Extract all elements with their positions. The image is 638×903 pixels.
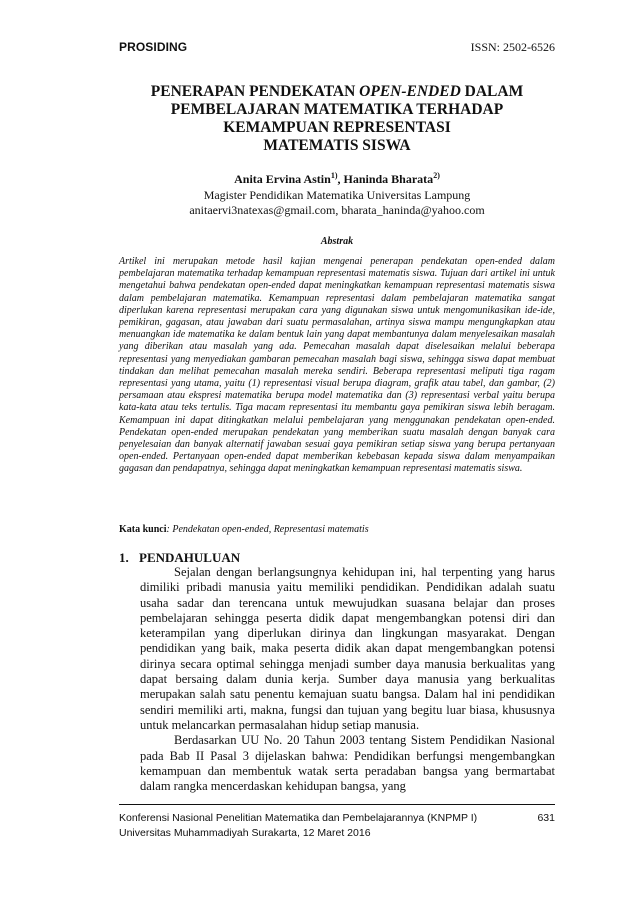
abstract-text: Artikel ini merupakan metode hasil kajian mengenai penerapan pendekatan open-ended dalam pembelajaran matematika terhadap kemampuan representasi matematis siswa. Tujuan dari artikel ini untuk mengetahui bahwa pendekatan open-ended dapat meningkatkan kemampuan representasi matematis siswa dalam pembelajaran matematika. Kemampuan representasi dalam pembelajaran matematika sangat diperlukan karena representasi merupakan cara yang digunakan siswa untuk mengomunikasikan ide-ide, pemikiran, gagasan, atau jawaban dari suatu permasalahan, artinya siswa mampu mengungkapkan atau menuangkan ide matematika ke dalam bentuk lain yang dapat membantunya dalam menyelesaikan masalah yang diberikan atau masalah yang ada. Pemecahan masalah dapat diselesaikan melalui beberapa representasi yang menyediakan gambaran pemecahan masalah bagi siswa, sehingga siswa dapat membuat tindakan dan melihat pemecahan masalah mereka sendiri. Beberapa representasi meliputi tiga ragam representasi yang utama, yaitu (1) representasi visual berupa diagram, grafik atau tabel, dan gambar, (2) persamaan atau ekspresi matematika berupa model matematika dan (3) representasi verbal yaitu berupa kata-kata atau teks tertulis. Tiga macam representasi itu membantu gaya pemikiran siswa lebih beragam. Kemampuan ini dapat ditingkatkan melalui pembelajaran yang menggunakan pendekatan open-ended. Pendekatan open-ended merupakan pendekatan yang memberikan suatu masalah dengan banyak cara penyelesaian dan banyak alternatif jawaban sesuai gaya pemikiran setiap siswa yang berupa pertanyaan open-ended. Pertanyaan open-ended dapat memberikan kebebasan kepada siswa dalam menyampaikan gagasan dan pendapatnya, sehingga dapat meningkatkan kemampuan representasi matematis siswa. bbox=[119, 256, 555, 475]
author-names: Anita Ervina Astin$^{1)}$, Haninda Bharata$^{2)}$ bbox=[234, 171, 440, 186]
section-body bbox=[140, 565, 555, 794]
author-block bbox=[119, 172, 555, 219]
keywords bbox=[119, 524, 555, 535]
title-open-ended: OPEN-ENDED bbox=[359, 83, 461, 100]
author-emails: anitaervi3natexas@gmail.com, bharata_haninda@yahoo.com bbox=[189, 203, 485, 217]
title-line-4: MATEMATIS SISWA bbox=[263, 137, 411, 154]
title-line-2: PEMBELAJARAN MATEMATIKA TERHADAP bbox=[170, 101, 504, 118]
section-heading: 1. PENDAHULUAN bbox=[119, 550, 241, 565]
footer-university: Universitas Muhammadiyah Surakarta, 12 Maret 2016 bbox=[119, 827, 371, 839]
paragraph-1: Sejalan dengan berlangsungnya kehidupan ini, hal terpenting yang harus dimiliki pribadi manusia yaitu memiliki pendidikan. Pendidikan adalah suatu usaha sadar dan terencana untuk mewujudkan suasana belajar dan proses pembelajaran sehingga peserta didik dapat mengembangkan potensi diri dan keterampilan yang diperlukan dirinya dan lingkungan masyarakat. Dengan pendidikan yang baik, maka peserta didik akan dapat mengembangkan potensi dirinya secara optimal sehingga menjadi sumber daya manusia berkualitas yang dapat bersaing dalam dunia kerja. Sumber daya manusia yang berkualitas merupakan salah satu penentu kemajuan suatu bangsa. Dalam hal ini pendidikan sendiri memiliki arti, makna, fungsi dan tujuan yang begitu luar biasa, khususnya untuk melancarkan permasalahan hidup setiap manusia. bbox=[140, 565, 555, 732]
keywords-label: Kata kunci bbox=[119, 524, 167, 535]
header-issn: ISSN: 2502-6526 bbox=[470, 40, 555, 54]
header-prosiding: PROSIDING bbox=[119, 40, 188, 54]
keywords-text: : Pendekatan open-ended, Representasi matematis bbox=[166, 524, 369, 535]
title-line-3: KEMAMPUAN REPRESENTASI bbox=[223, 119, 451, 136]
author-affiliation: Magister Pendidikan Matematika Universitas Lampung bbox=[203, 187, 471, 202]
footer-conference: Konferensi Nasional Penelitian Matematika dan Pembelajarannya (KNPMP I) bbox=[119, 812, 478, 824]
running-header bbox=[119, 40, 555, 58]
footer-divider bbox=[119, 804, 555, 805]
abstract-heading: Abstrak bbox=[320, 236, 354, 247]
page-number: 631 bbox=[537, 812, 555, 824]
paper-title bbox=[119, 83, 555, 155]
page-footer bbox=[119, 811, 555, 841]
title-line-1: PENERAPAN PENDEKATAN OPEN-ENDED DALAM bbox=[150, 83, 524, 100]
paragraph-2: Berdasarkan UU No. 20 Tahun 2003 tentang Sistem Pendidikan Nasional pada Bab II Pasal 3 dijelaskan bahwa: Pendidikan berfungsi mengembangkan kemampuan dan membentuk watak serta peradaban bangsa yang bermartabat dalam rangka mencerdaskan kehidupan bangsa, yang bbox=[140, 733, 555, 794]
